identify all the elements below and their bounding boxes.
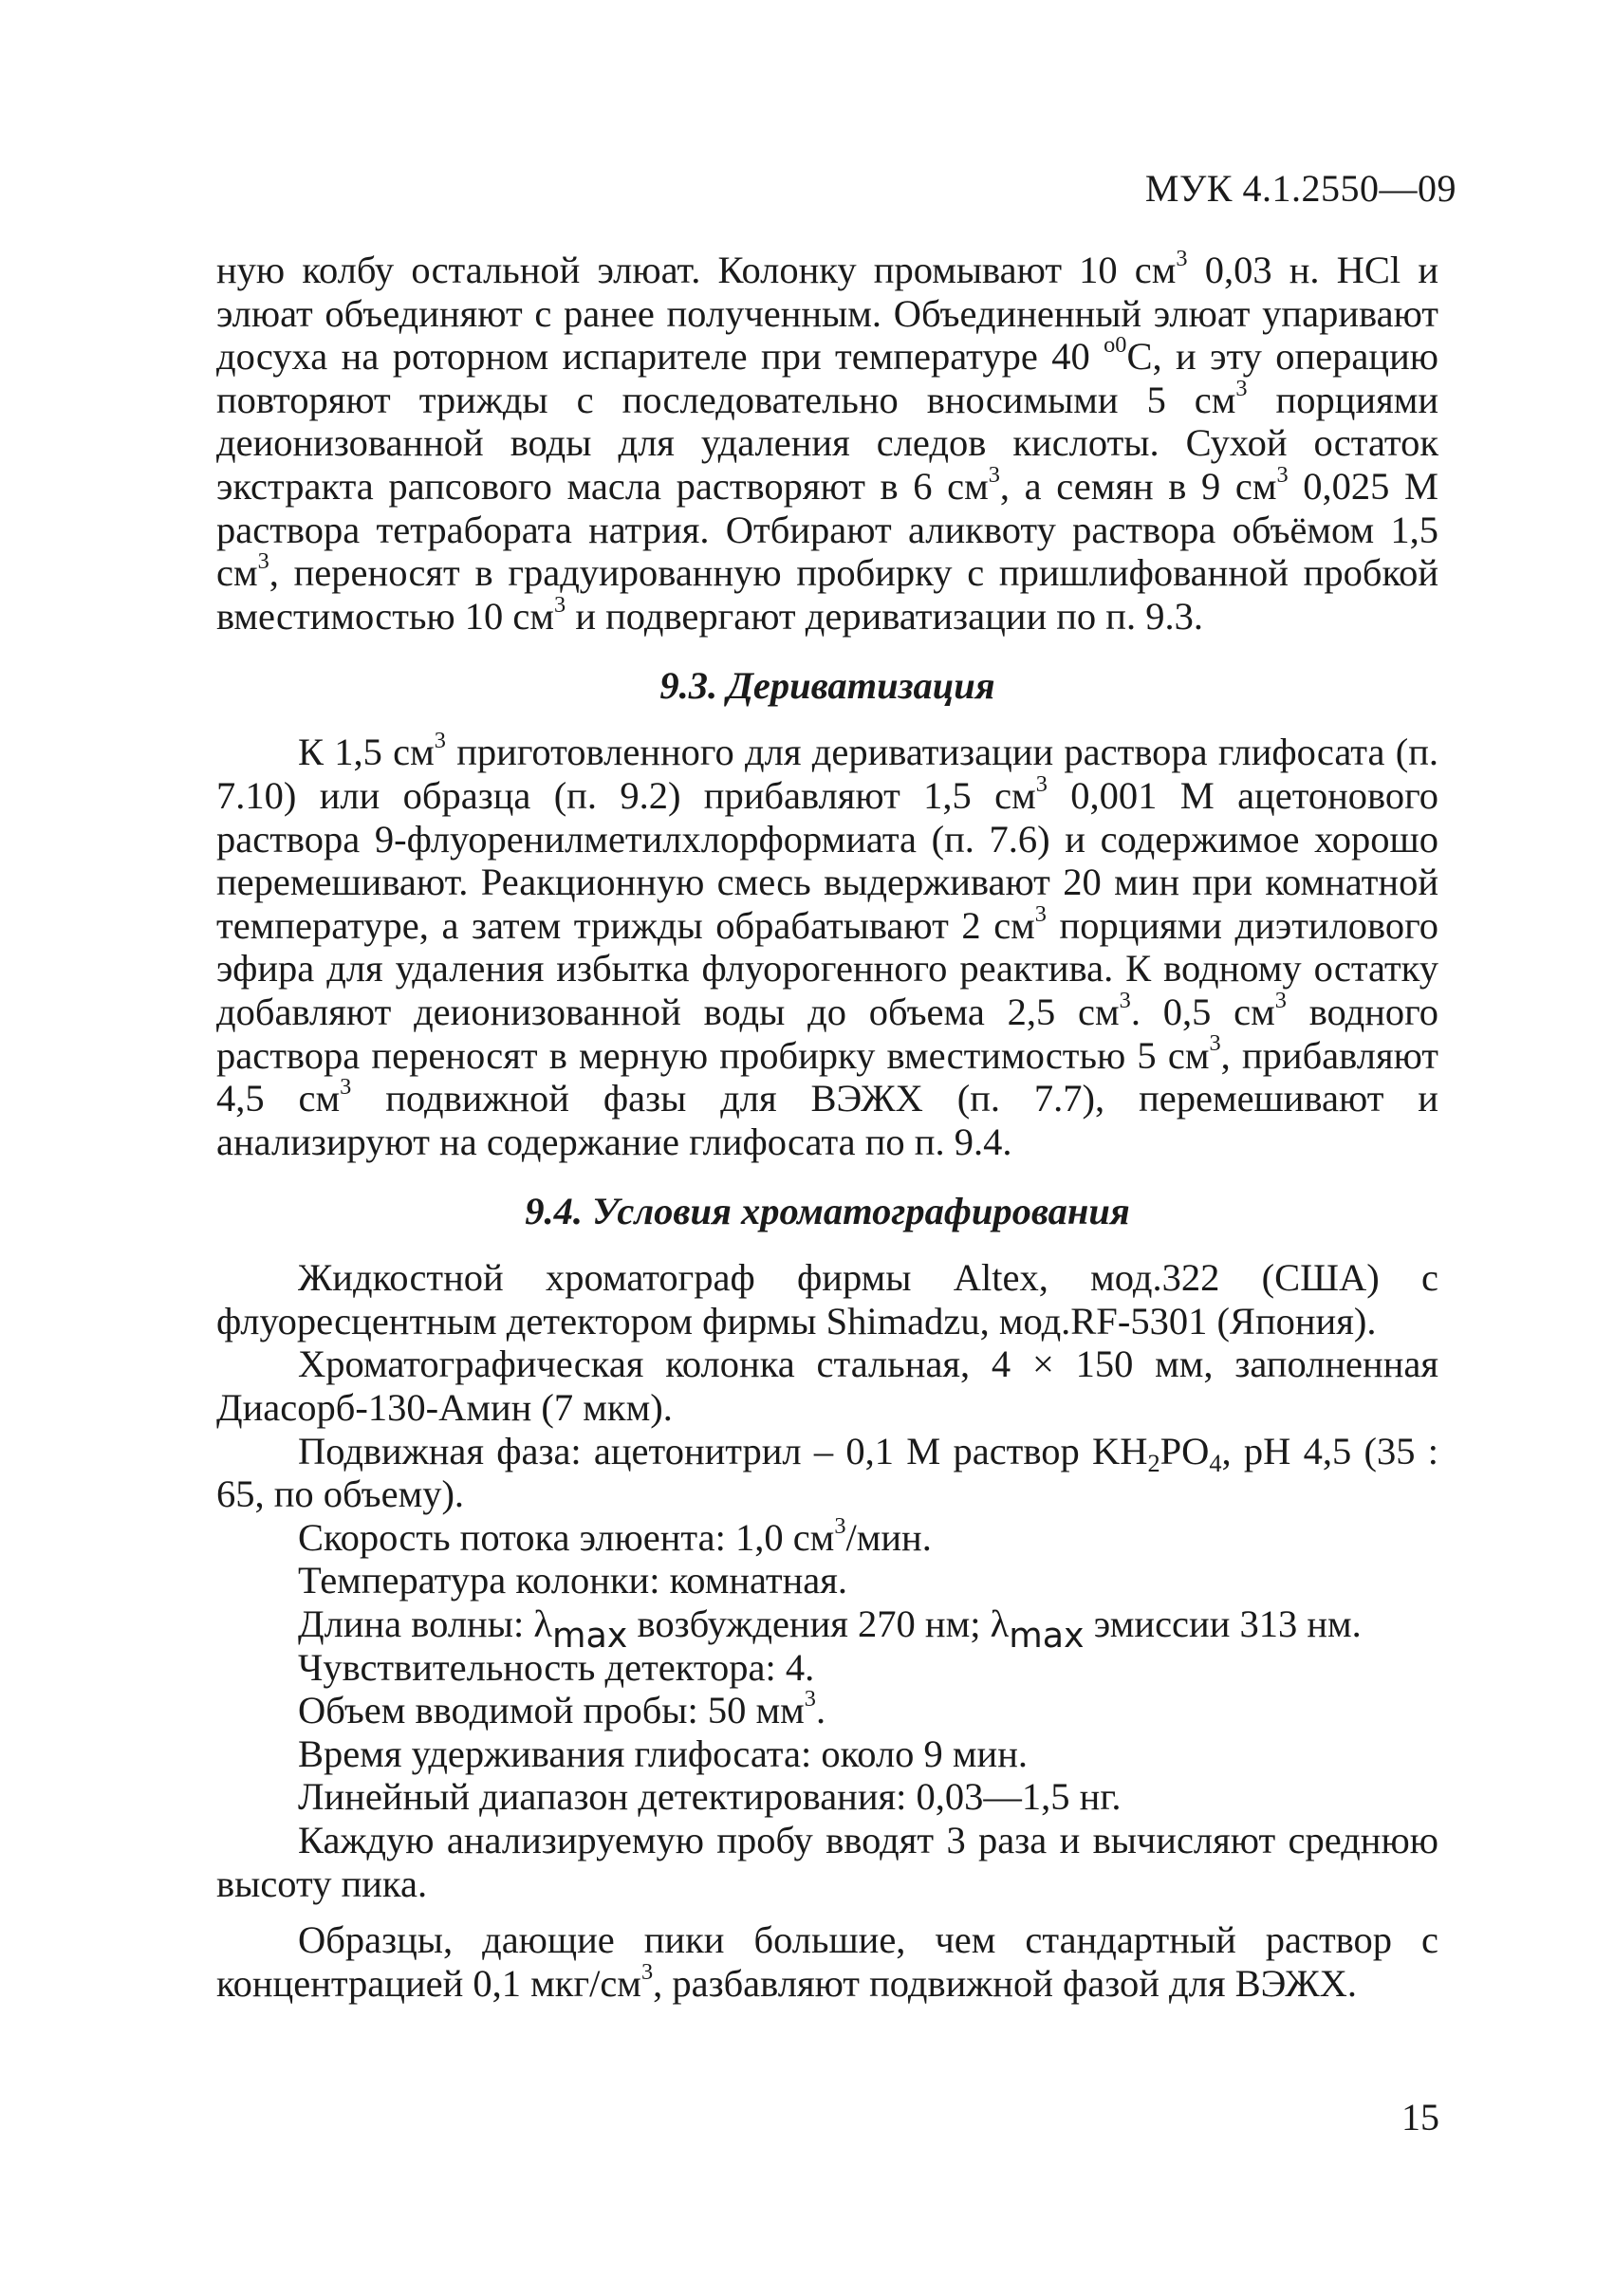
retention-time-line: Время удерживания глифосата: около 9 мин. bbox=[298, 1731, 1029, 1775]
column-temperature-line: Температура колонки: комнатная. bbox=[298, 1559, 848, 1602]
paragraph-gap bbox=[216, 1905, 1438, 1918]
section-9-3-paragraph: К 1,5 $см^3$ приготовленного для дериватизации раствора глифосата (п. 7.10) или образца (п. 9.2) прибавляют 1,5 $см^3$ 0,001 М ацетонового раствора 9-флуоренилметилхлорформиата (п. 7.6) и содержимое хорошо перемешивают. Реакционную смесь выдерживают 20 мин при комнатной температуре, а затем трижды обрабатывают 2 $см^3$ порциями диэтилового эфира для удаления избытка флуорогенного реактива. К водному остатку добавляют деионизованной воды до объема 2,5 $см^3$. 0,5 $см^3$ водного раствора переносят в мерную пробирку вместимостью 5 $см^3$, прибавляют 4,5 $см^3$ подвижной фазы для ВЭЖХ (п. 7.7), перемешивают и анализируют на содержание глифосата по п. 9.4. bbox=[216, 728, 1439, 1163]
section-9-4-heading: 9.4. Условия хроматографирования bbox=[525, 1190, 1130, 1233]
dilution-paragraph: Образцы, дающие пики большие, чем стандартный раствор с концентрацией 0,1 мкг/$см^3$, разбавляют подвижной фазой для ВЭЖХ. bbox=[216, 1918, 1438, 2005]
page-body bbox=[216, 245, 1439, 2005]
conditions-list bbox=[298, 1512, 1438, 1819]
detector-sensitivity-line: Чувствительность детектора: 4. bbox=[298, 1645, 815, 1689]
page-number: 15 bbox=[1401, 2096, 1439, 2139]
document-code-header: МУК 4.1.2550—09 bbox=[1144, 167, 1456, 210]
section-9-2-continuation: ную колбу остальной элюат. Колонку промывают 10 $см^3$ 0,03 н. HCl и элюат объединяют с ранее полученным. Объединенный элюат упаривают досуха на роторном испарителе при температуре 40 $^{о0}$С, и эту операцию повторяют трижды с последовательно вносимыми 5 $см^3$ порциями деионизованной воды для удаления следов кислоты. Сухой остаток экстракта рапсового масла растворяют в 6 $см^3$, а семян в 9 $см^3$ 0,025 М раствора тетрабората натрия. Отбирают аликвоту раствора объёмом 1,5 $см^3$, переносят в градуированную пробирку с пришлифованной пробкой вместимостью 10 $см^3$ и подвергают дериватизации по п. 9.3. bbox=[216, 245, 1439, 638]
mobile-phase-paragraph: Подвижная фаза: ацетонитрил – 0,1 М раствор $KH_2PO_4$, pH 4,5 (35 : 65, по объему). bbox=[216, 1429, 1438, 1516]
linear-range-line: Линейный диапазон детектирования: 0,03—1,5 нг. bbox=[298, 1775, 1122, 1819]
section-9-3-heading: 9.3. Дериватизация bbox=[659, 664, 995, 708]
injection-repeat-paragraph: Каждую анализируемую пробу вводят 3 раза и вычисляют среднюю высоту пика. bbox=[216, 1819, 1438, 1905]
injection-volume-line: Объем вводимой пробы: 50 $мм^3$. bbox=[298, 1686, 826, 1732]
column-paragraph: Хроматографическая колонка стальная, 4 × 150 мм, заполненная Диасорб-130-Амин (7 мкм). bbox=[216, 1342, 1438, 1430]
chromatograph-paragraph: Жидкостной хроматограф фирмы Altex, мод.322 (США) с флуоресцентным детектором фирмы Shimadzu, мод.RF-5301 (Япония). bbox=[216, 1256, 1438, 1342]
wavelength-line: Длина волны: $\lambda_{max}$ возбуждения 270 нм; $\lambda_{max}$ эмиссии 313 нм. bbox=[298, 1602, 1362, 1656]
flow-rate-line: Скорость потока элюента: 1,0 $см^3$/мин. bbox=[298, 1512, 932, 1559]
